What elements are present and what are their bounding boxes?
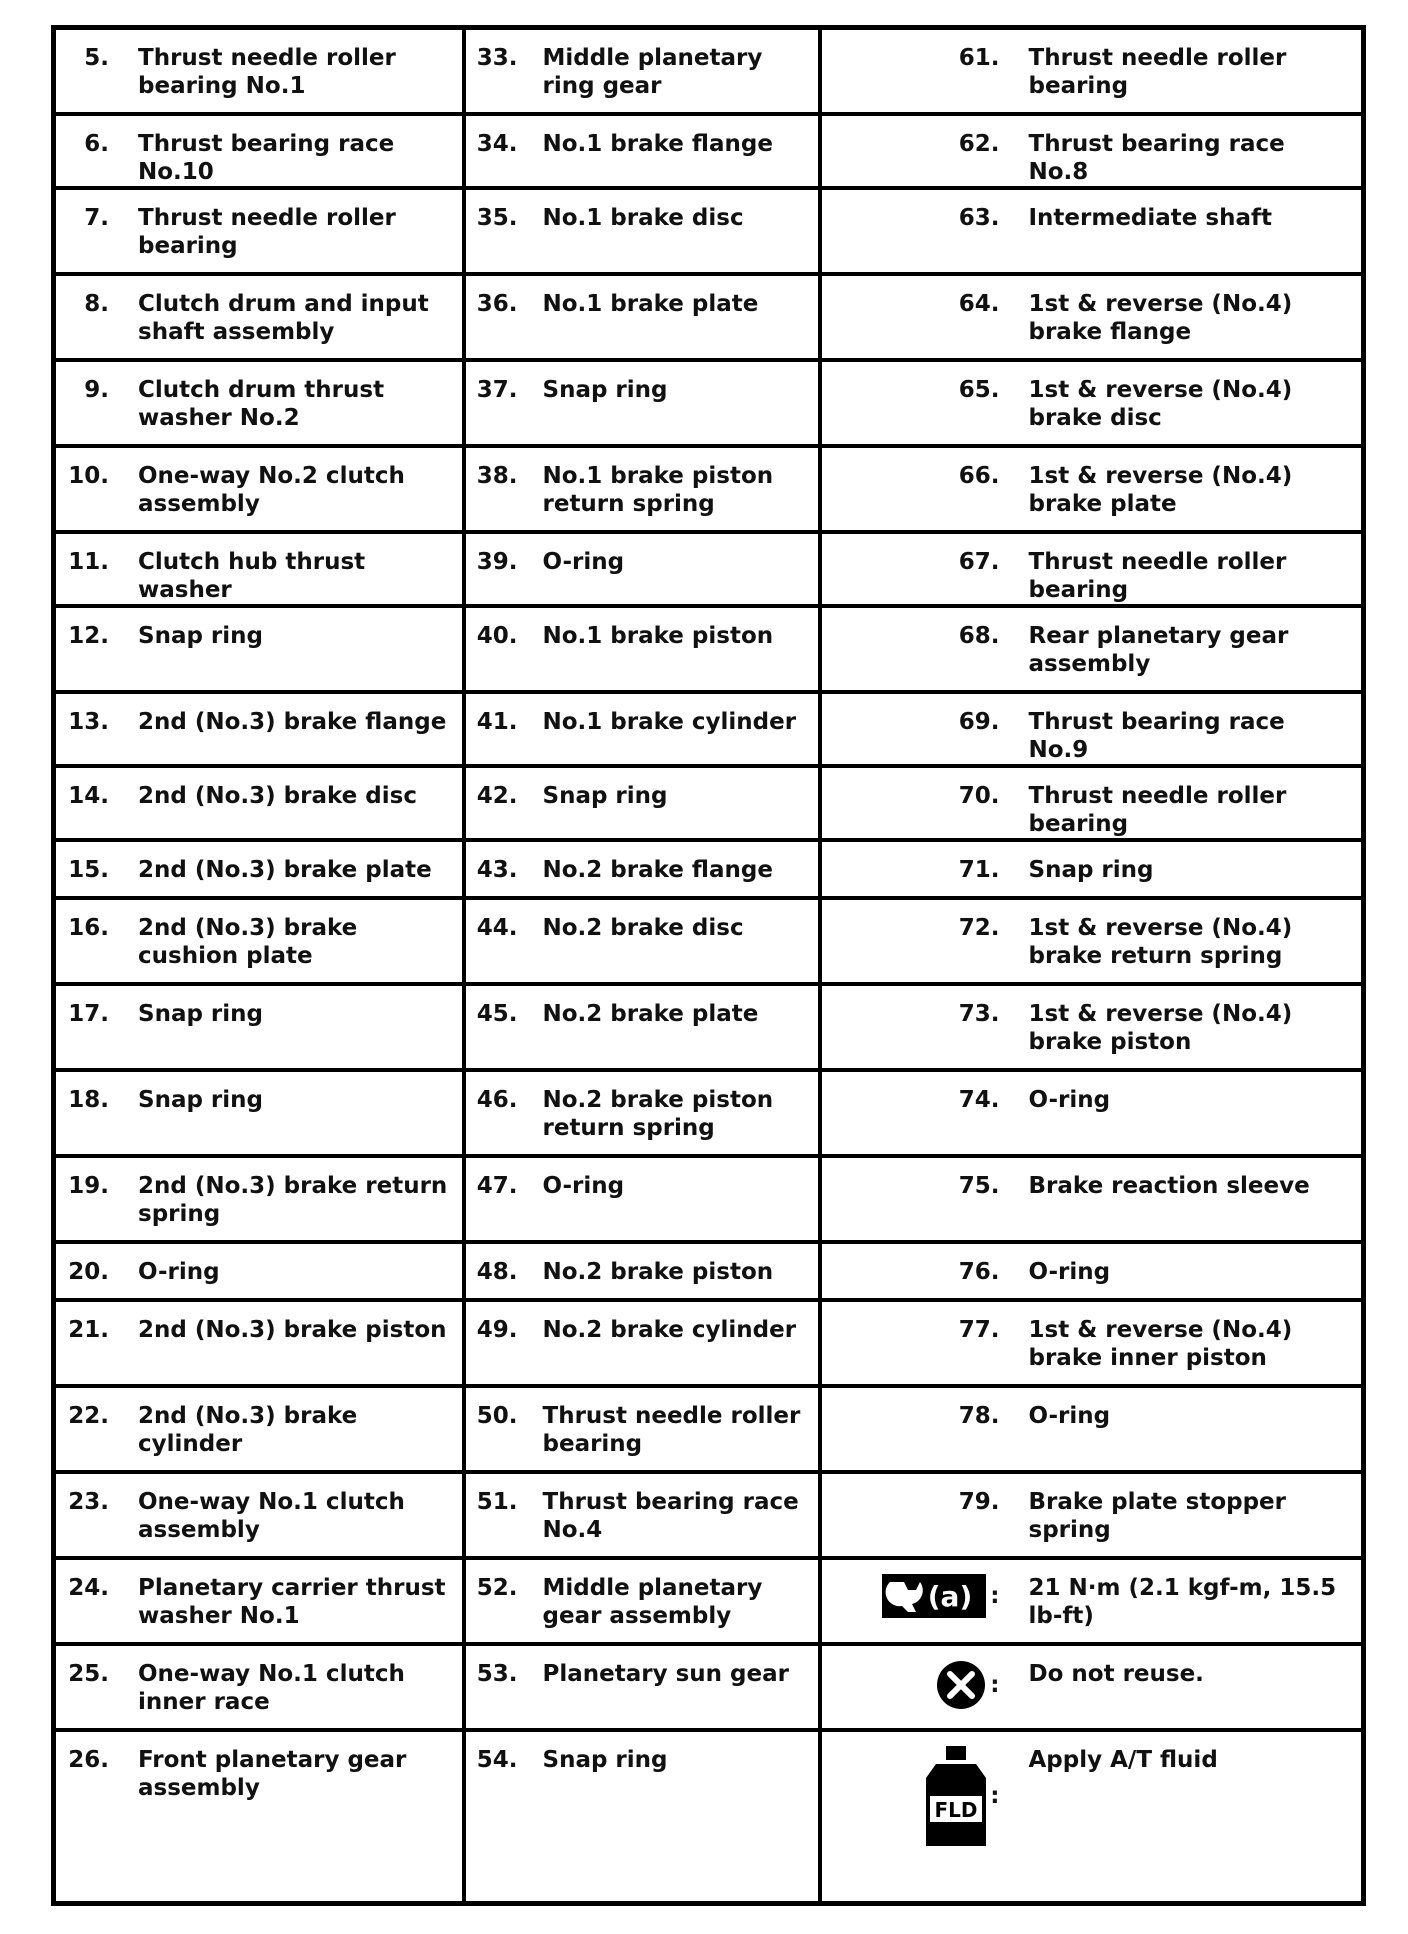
part-number: 25.: [68, 1661, 109, 1687]
part-name: 2nd (No.3) brake plate: [138, 857, 432, 883]
part-entry: [466, 708, 818, 736]
table-row: [54, 114, 1364, 188]
part-name: No.1 brake disc: [542, 205, 744, 231]
part-number: 6.: [84, 131, 109, 157]
part-name: Middle planetary gear assembly: [542, 1575, 763, 1629]
part-number: 23.: [68, 1489, 109, 1515]
part-number: 78.: [958, 1403, 1000, 1429]
col2-cell: [464, 114, 820, 188]
part-name: 2nd (No.3) brake flange: [138, 709, 447, 735]
col2-cell: [464, 606, 820, 692]
part-entry: [466, 1574, 818, 1630]
part-number: 71.: [958, 857, 1000, 883]
parts-legend-table: [51, 25, 1366, 1906]
col1-cell: [54, 360, 464, 446]
part-entry: [822, 290, 1362, 346]
part-entry: [466, 914, 818, 942]
part-number: 48.: [476, 1259, 518, 1285]
part-name: No.2 brake disc: [542, 915, 744, 941]
part-number: 63.: [958, 205, 1000, 231]
col1-cell: [54, 840, 464, 898]
part-entry: [466, 1316, 818, 1344]
do-not-reuse-icon: [936, 1660, 986, 1710]
table-row: [54, 274, 1364, 360]
legend-symbol: [822, 1660, 1000, 1710]
table-row: [54, 446, 1364, 532]
part-name: 2nd (No.3) brake cushion plate: [138, 915, 358, 969]
part-entry: [466, 462, 818, 518]
part-entry: [822, 1172, 1362, 1200]
part-name: No.2 brake flange: [542, 857, 773, 883]
part-entry: [466, 1000, 818, 1028]
table-row: [54, 692, 1364, 766]
col1-cell: [54, 606, 464, 692]
table-row: [54, 360, 1364, 446]
legend-symbol-cell: [820, 1558, 1364, 1644]
table-row: [54, 1242, 1364, 1300]
part-number: 49.: [476, 1317, 518, 1343]
table-row: [54, 984, 1364, 1070]
part-name: Clutch drum and input shaft assembly: [138, 291, 429, 345]
part-number: 5.: [84, 45, 109, 71]
col3-cell: [820, 984, 1364, 1070]
table-row: [54, 1386, 1364, 1472]
part-name: 1st & reverse (No.4) brake disc: [1028, 377, 1293, 431]
part-number: 38.: [476, 463, 518, 489]
part-number: 16.: [68, 915, 109, 941]
table-row: [54, 766, 1364, 840]
part-number: 20.: [68, 1259, 109, 1285]
part-entry: [56, 914, 462, 970]
col1-cell: [54, 446, 464, 532]
part-entry: [822, 462, 1362, 518]
part-name: Planetary carrier thrust washer No.1: [138, 1575, 446, 1629]
part-number: 19.: [68, 1173, 109, 1199]
table-row: [54, 1472, 1364, 1558]
torque-label: (a): [928, 1580, 973, 1613]
parts-legend-body: [54, 28, 1364, 1904]
part-entry: [466, 376, 818, 404]
part-name: Middle planetary ring gear: [542, 45, 763, 99]
col3-cell: [820, 606, 1364, 692]
part-name: 2nd (No.3) brake cylinder: [138, 1403, 358, 1457]
part-number: 7.: [84, 205, 109, 231]
col1-cell: [54, 1386, 464, 1472]
part-number: 11.: [68, 549, 109, 575]
part-entry: [466, 782, 818, 810]
part-number: 67.: [958, 549, 1000, 575]
col2-cell: [464, 188, 820, 274]
part-name: Planetary sun gear: [542, 1661, 789, 1687]
col3-cell: [820, 766, 1364, 840]
legend-colon: :: [990, 1783, 1000, 1809]
col3-cell: [820, 1300, 1364, 1386]
legend-row: [54, 1558, 1364, 1644]
part-number: 70.: [958, 783, 1000, 809]
part-entry: [56, 856, 462, 884]
part-number: 37.: [476, 377, 518, 403]
part-entry: [822, 914, 1362, 970]
part-name: Thrust needle roller bearing: [138, 205, 396, 259]
part-name: One-way No.2 clutch assembly: [138, 463, 405, 517]
part-name: Rear planetary gear assembly: [1028, 623, 1289, 677]
part-number: 33.: [476, 45, 518, 71]
part-name: Thrust needle roller bearing: [1028, 783, 1287, 837]
part-name: Thrust needle roller bearing: [1028, 549, 1287, 603]
part-name: Snap ring: [542, 377, 668, 403]
part-number: 53.: [476, 1661, 518, 1687]
legend-description: Apply A/T fluid: [1028, 1747, 1218, 1773]
part-entry: [466, 1660, 818, 1688]
table-row: [54, 606, 1364, 692]
col2-cell: [464, 898, 820, 984]
col3-cell: [820, 1386, 1364, 1472]
col2-cell: [464, 1558, 820, 1644]
part-number: 9.: [84, 377, 109, 403]
part-name: O-ring: [542, 549, 625, 575]
part-number: 18.: [68, 1087, 109, 1113]
part-entry: [822, 708, 1362, 764]
part-number: 34.: [476, 131, 518, 157]
part-number: 65.: [958, 377, 1000, 403]
part-name: No.2 brake piston return spring: [542, 1087, 774, 1141]
table-row: [54, 1070, 1364, 1156]
col1-cell: [54, 898, 464, 984]
legend-symbol-cell: [820, 1730, 1364, 1904]
col2-cell: [464, 1300, 820, 1386]
col2-cell: [464, 1472, 820, 1558]
part-number: 43.: [476, 857, 518, 883]
legend-symbol-cell: [820, 1644, 1364, 1730]
part-entry: [822, 622, 1362, 678]
legend-entry: [822, 1746, 1362, 1846]
part-number: 74.: [958, 1087, 1000, 1113]
part-entry: [822, 1086, 1362, 1114]
part-entry: [56, 290, 462, 346]
col1-cell: [54, 1300, 464, 1386]
col2-cell: [464, 840, 820, 898]
part-name: Clutch drum thrust washer No.2: [138, 377, 385, 431]
legend-entry: [822, 1660, 1362, 1710]
part-entry: [56, 1574, 462, 1630]
part-number: 68.: [958, 623, 1000, 649]
col2-cell: [464, 766, 820, 840]
part-name: O-ring: [138, 1259, 220, 1285]
part-number: 17.: [68, 1001, 109, 1027]
part-entry: [466, 130, 818, 158]
part-number: 44.: [476, 915, 518, 941]
part-name: 1st & reverse (No.4) brake flange: [1028, 291, 1293, 345]
part-name: No.1 brake plate: [542, 291, 759, 317]
part-entry: [822, 1000, 1362, 1056]
part-entry: [56, 462, 462, 518]
part-name: Thrust needle roller bearing: [1028, 45, 1287, 99]
col3-cell: [820, 360, 1364, 446]
table-row: [54, 188, 1364, 274]
part-name: 1st & reverse (No.4) brake inner piston: [1028, 1317, 1293, 1371]
table-row: [54, 1156, 1364, 1242]
fluid-bottle-icon: [926, 1746, 986, 1846]
part-entry: [466, 1258, 818, 1286]
part-entry: [822, 782, 1362, 838]
part-number: 62.: [958, 131, 1000, 157]
col1-cell: [54, 1730, 464, 1904]
part-name: One-way No.1 clutch assembly: [138, 1489, 405, 1543]
legend-description: 21 N·m (2.1 kgf-m, 15.5 lb-ft): [1028, 1575, 1337, 1629]
col2-cell: [464, 692, 820, 766]
col2-cell: [464, 1070, 820, 1156]
part-number: 22.: [68, 1403, 109, 1429]
part-number: 41.: [476, 709, 518, 735]
part-name: O-ring: [1028, 1259, 1111, 1285]
part-name: 1st & reverse (No.4) brake return spring: [1028, 915, 1293, 969]
part-name: Clutch hub thrust washer: [138, 549, 366, 603]
part-number: 46.: [476, 1087, 518, 1113]
part-name: 1st & reverse (No.4) brake piston: [1028, 1001, 1293, 1055]
part-name: One-way No.1 clutch inner race: [138, 1661, 405, 1715]
col1-cell: [54, 766, 464, 840]
col3-cell: [820, 1472, 1364, 1558]
part-name: Thrust bearing race No.8: [1028, 131, 1285, 185]
part-entry: [56, 1746, 462, 1802]
part-number: 66.: [958, 463, 1000, 489]
part-entry: [466, 44, 818, 100]
part-number: 79.: [958, 1489, 1000, 1515]
part-entry: [822, 44, 1362, 100]
legend-entry: [822, 1574, 1362, 1630]
part-entry: [822, 376, 1362, 432]
part-entry: [56, 1172, 462, 1228]
col1-cell: [54, 1070, 464, 1156]
col2-cell: [464, 1730, 820, 1904]
part-number: 10.: [68, 463, 109, 489]
part-entry: [56, 1000, 462, 1028]
col3-cell: [820, 446, 1364, 532]
col3-cell: [820, 188, 1364, 274]
part-entry: [56, 1660, 462, 1716]
part-number: 14.: [68, 783, 109, 809]
col3-cell: [820, 898, 1364, 984]
col2-cell: [464, 984, 820, 1070]
col2-cell: [464, 1644, 820, 1730]
part-name: 2nd (No.3) brake disc: [138, 783, 417, 809]
part-name: Thrust bearing race No.10: [138, 131, 395, 185]
part-entry: [822, 856, 1362, 884]
part-name: Thrust needle roller bearing No.1: [138, 45, 396, 99]
part-entry: [822, 1258, 1362, 1286]
part-entry: [466, 1086, 818, 1142]
part-number: 40.: [476, 623, 518, 649]
legend-row: [54, 1644, 1364, 1730]
part-name: O-ring: [1028, 1403, 1111, 1429]
col1-cell: [54, 28, 464, 115]
part-entry: [822, 130, 1362, 186]
part-name: Snap ring: [542, 783, 668, 809]
part-name: No.2 brake cylinder: [542, 1317, 797, 1343]
part-name: Thrust bearing race No.9: [1028, 709, 1285, 763]
col3-cell: [820, 274, 1364, 360]
part-number: 39.: [476, 549, 518, 575]
part-entry: [56, 130, 462, 186]
part-name: Thrust needle roller bearing: [542, 1403, 801, 1457]
part-name: Snap ring: [138, 1087, 263, 1113]
col1-cell: [54, 1558, 464, 1644]
part-entry: [466, 1402, 818, 1458]
part-number: 36.: [476, 291, 518, 317]
part-name: O-ring: [1028, 1087, 1111, 1113]
part-name: No.2 brake piston: [542, 1259, 774, 1285]
table-row: [54, 532, 1364, 606]
col1-cell: [54, 532, 464, 606]
col1-cell: [54, 114, 464, 188]
col3-cell: [820, 1156, 1364, 1242]
table-row: [54, 1300, 1364, 1386]
part-entry: [56, 204, 462, 260]
fluid-label: FLD: [934, 1798, 978, 1822]
col1-cell: [54, 188, 464, 274]
part-entry: [56, 1316, 462, 1344]
part-number: 8.: [84, 291, 109, 317]
part-name: Brake plate stopper spring: [1028, 1489, 1287, 1543]
part-name: Snap ring: [1028, 857, 1154, 883]
part-entry: [822, 1488, 1362, 1544]
part-entry: [466, 622, 818, 650]
col2-cell: [464, 28, 820, 115]
part-entry: [466, 856, 818, 884]
col2-cell: [464, 274, 820, 360]
part-name: Snap ring: [138, 623, 263, 649]
table-row: [54, 898, 1364, 984]
part-entry: [822, 204, 1362, 232]
part-number: 45.: [476, 1001, 518, 1027]
col3-cell: [820, 692, 1364, 766]
legend-row: [54, 1730, 1364, 1904]
col1-cell: [54, 692, 464, 766]
legend-description: Do not reuse.: [1028, 1661, 1204, 1687]
part-entry: [56, 1488, 462, 1544]
part-entry: [466, 1746, 818, 1774]
col1-cell: [54, 274, 464, 360]
part-entry: [56, 1258, 462, 1286]
part-number: 64.: [958, 291, 1000, 317]
part-number: 76.: [958, 1259, 1000, 1285]
part-entry: [822, 1402, 1362, 1430]
part-entry: [56, 548, 462, 604]
part-number: 54.: [476, 1747, 518, 1773]
part-number: 73.: [958, 1001, 1000, 1027]
part-entry: [56, 44, 462, 100]
part-entry: [56, 1086, 462, 1114]
col3-cell: [820, 114, 1364, 188]
part-name: Front planetary gear assembly: [138, 1747, 407, 1801]
part-name: No.1 brake piston: [542, 623, 774, 649]
col2-cell: [464, 532, 820, 606]
col3-cell: [820, 1070, 1364, 1156]
part-entry: [56, 708, 462, 736]
part-name: 2nd (No.3) brake return spring: [138, 1173, 448, 1227]
part-number: 26.: [68, 1747, 109, 1773]
part-number: 52.: [476, 1575, 518, 1601]
table-row: [54, 840, 1364, 898]
col2-cell: [464, 1156, 820, 1242]
col3-cell: [820, 1242, 1364, 1300]
part-name: 1st & reverse (No.4) brake plate: [1028, 463, 1293, 517]
part-name: No.2 brake plate: [542, 1001, 759, 1027]
part-entry: [822, 548, 1362, 604]
part-number: 47.: [476, 1173, 518, 1199]
part-number: 61.: [958, 45, 1000, 71]
part-entry: [466, 290, 818, 318]
part-number: 12.: [68, 623, 109, 649]
part-number: 77.: [958, 1317, 1000, 1343]
col2-cell: [464, 360, 820, 446]
part-entry: [56, 376, 462, 432]
part-entry: [466, 204, 818, 232]
part-name: Thrust bearing race No.4: [542, 1489, 799, 1543]
part-entry: [466, 548, 818, 576]
col3-cell: [820, 532, 1364, 606]
part-name: O-ring: [542, 1173, 625, 1199]
part-number: 24.: [68, 1575, 109, 1601]
part-number: 42.: [476, 783, 518, 809]
part-number: 50.: [476, 1403, 518, 1429]
legend-symbol: [822, 1746, 1000, 1846]
part-number: 21.: [68, 1317, 109, 1343]
col1-cell: [54, 1472, 464, 1558]
col3-cell: [820, 28, 1364, 115]
part-name: No.1 brake cylinder: [542, 709, 797, 735]
part-name: 2nd (No.3) brake piston: [138, 1317, 447, 1343]
table-row: [54, 28, 1364, 115]
legend-symbol: [822, 1574, 1000, 1618]
part-name: Snap ring: [542, 1747, 668, 1773]
col2-cell: [464, 1242, 820, 1300]
col1-cell: [54, 984, 464, 1070]
part-entry: [56, 1402, 462, 1458]
col3-cell: [820, 840, 1364, 898]
part-name: Intermediate shaft: [1028, 205, 1272, 231]
col1-cell: [54, 1644, 464, 1730]
part-number: 35.: [476, 205, 518, 231]
torque-wrench-icon: [882, 1574, 986, 1618]
part-entry: [822, 1316, 1362, 1372]
col1-cell: [54, 1156, 464, 1242]
legend-colon: :: [990, 1672, 1000, 1698]
part-entry: [466, 1172, 818, 1200]
part-number: 72.: [958, 915, 1000, 941]
part-entry: [56, 782, 462, 810]
part-entry: [466, 1488, 818, 1544]
col2-cell: [464, 446, 820, 532]
legend-colon: :: [990, 1583, 1000, 1609]
col1-cell: [54, 1242, 464, 1300]
part-number: 75.: [958, 1173, 1000, 1199]
part-entry: [56, 622, 462, 650]
col2-cell: [464, 1386, 820, 1472]
part-name: No.1 brake flange: [542, 131, 773, 157]
part-name: Snap ring: [138, 1001, 263, 1027]
part-number: 13.: [68, 709, 109, 735]
part-name: No.1 brake piston return spring: [542, 463, 774, 517]
part-number: 15.: [68, 857, 109, 883]
part-number: 69.: [958, 709, 1000, 735]
part-number: 51.: [476, 1489, 518, 1515]
part-name: Brake reaction sleeve: [1028, 1173, 1310, 1199]
